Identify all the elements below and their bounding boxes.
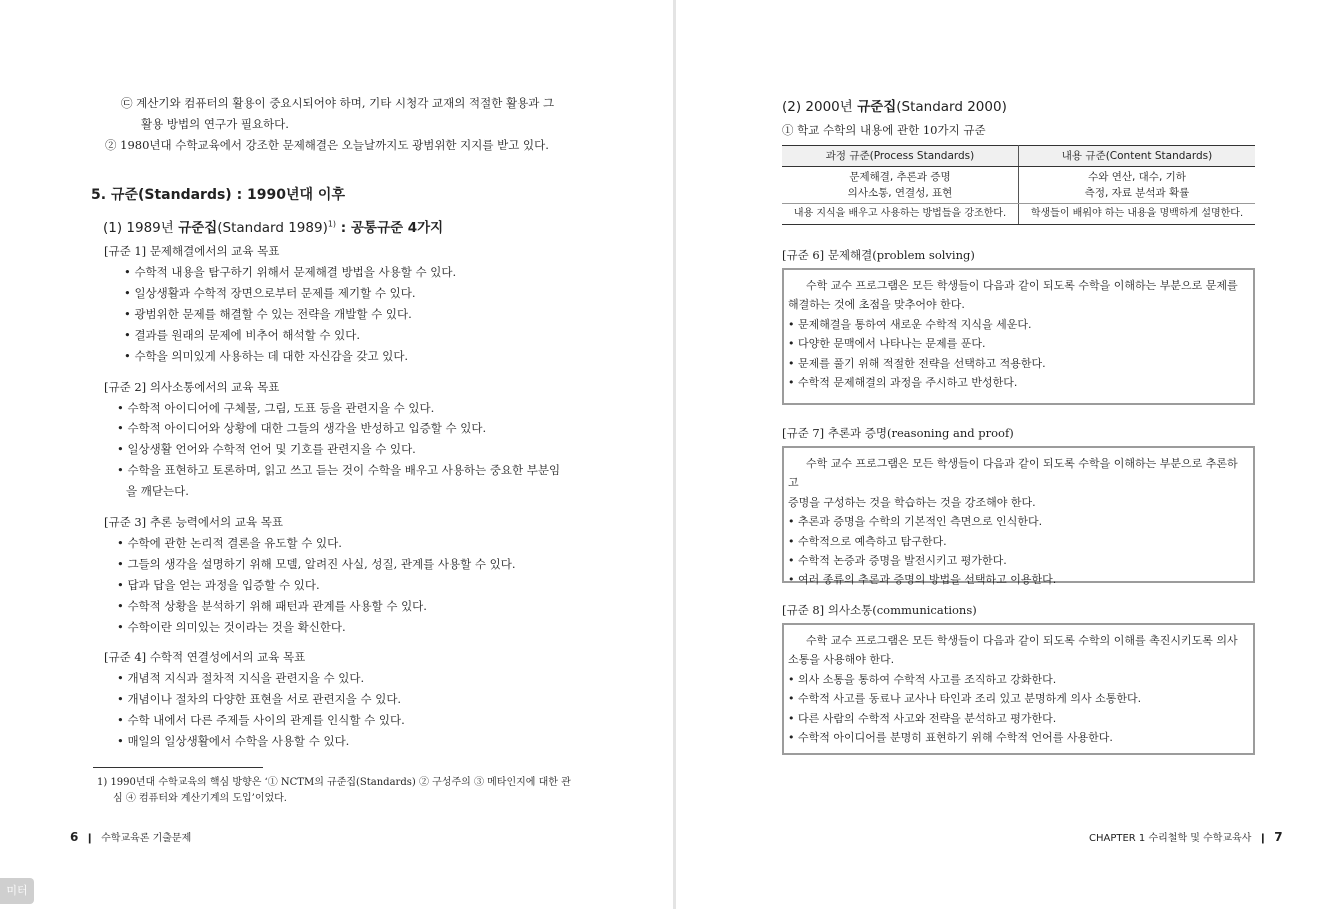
box-line: • 수학적 아이디어를 분명히 표현하기 위해 수학적 언어를 사용한다. [788,731,1113,745]
page-number: 7 [1274,830,1283,844]
standard-box [782,446,1255,587]
list-item: • 매일의 일상생활에서 수학을 사용할 수 있다. [117,734,350,748]
heading-suffix: (Standard 2000) [896,99,1007,115]
list-item: • 광범위한 문제를 해결할 수 있는 전략을 개발할 수 있다. [124,307,412,321]
box-line: • 다양한 문맥에서 나타나는 문제를 푼다. [788,337,986,351]
list-item-continued: 을 깨닫는다. [126,484,189,498]
subsection-middle: (Standard 1989) [217,220,328,236]
box-line: • 수학적 사고를 동료나 교사나 타인과 조리 있고 분명하게 의사 소통한다. [788,692,1142,706]
box-line: 수학 교수 프로그램은 모든 학생들이 다음과 같이 되도록 수학을 이해하는 부분으로 문제를 [806,279,1238,292]
book-title: 수학교육론 기출문제 [101,833,192,844]
standard-title: [규준 6] 문제해결(problem solving) [782,248,975,262]
overlay-badge[interactable]: 미터 [0,878,34,904]
subsection-bold: 규준집 [178,220,218,236]
list-item: • 수학 내에서 다른 주제들 사이의 관계를 인식할 수 있다. [117,713,405,727]
subsection-suffix: : 공통규준 4가지 [336,220,444,236]
box-line: • 다른 사람의 수학적 사고와 전략을 분석하고 평가한다. [788,711,1057,725]
footnote-line: 심 ④ 컴퓨터와 계산기계의 도입’이었다. [113,793,287,804]
box-line: 해결하는 것에 초점을 맞추어야 한다. [788,298,965,312]
list-item: • 답과 답을 얻는 과정을 입증할 수 있다. [117,578,320,592]
box-line: • 여러 종류의 추론과 증명의 방법을 선택하고 이용한다. [788,573,1057,587]
chapter-title: CHAPTER 1 수리철학 및 수학교육사 [1089,833,1252,844]
list-item: • 그들의 생각을 설명하기 위해 모델, 알려진 사실, 성질, 관계를 사용할 수 있다. [117,557,516,571]
box-line: • 문제를 풀기 위해 적절한 전략을 선택하고 적용한다. [788,356,1046,370]
page-number: 6 [70,830,79,844]
list-item: • 일상생활과 수학적 장면으로부터 문제를 제기할 수 있다. [124,286,416,300]
table-header-process: 과정 규준(Process Standards) [782,146,1019,167]
intro-item: ㉢ 계산기와 컴퓨터의 활용이 중요시되어야 하며, 기타 시청각 교재의 적절한 활용과 그 [121,96,555,110]
heading-bold: 규준집 [857,99,897,115]
table-cell: 내용 지식을 배우고 사용하는 방법들을 강조한다. [782,204,1019,225]
list-item: • 수학에 관한 논리적 결론을 유도할 수 있다. [117,536,342,550]
intro-item: ② 1980년대 수학교육에서 강조한 문제해결은 오늘날까지도 광범위한 지지를 받고 있다. [105,138,549,152]
standard-box [782,623,1255,755]
box-line: • 수학적 논증과 증명을 발전시키고 평가한다. [788,554,1007,568]
list-item: • 수학적 상황을 분석하기 위해 패턴과 관계를 사용할 수 있다. [117,599,427,613]
standard-title: [규준 7] 추론과 증명(reasoning and proof) [782,426,1014,440]
heading-prefix: (2) 2000년 [782,99,858,115]
list-item: • 수학을 표현하고 토론하며, 읽고 쓰고 듣는 것이 수학을 배우고 사용하는 중요한 부분임 [117,463,561,477]
table-cell [1019,167,1256,204]
table-cell-line: 문제해결, 추론과 증명 [849,171,951,183]
standards-table [782,145,1255,225]
right-heading [782,95,1007,115]
standard-title: [규준 4] 수학적 연결성에서의 교육 목표 [104,650,306,664]
standard-title: [규준 3] 추론 능력에서의 교육 목표 [104,515,283,529]
box-line: • 수학적 문제해결의 과정을 주시하고 반성한다. [788,376,1018,390]
left-footer [70,829,191,844]
list-item: • 일상생활 언어와 수학적 언어 및 기호를 관련지을 수 있다. [117,442,416,456]
table-cell [782,167,1019,204]
box-line: • 문제해결을 통하여 새로운 수학적 지식을 세운다. [788,317,1032,331]
table-cell-line: 측정, 자료 분석과 확률 [1084,187,1190,199]
box-line: 소통을 사용해야 한다. [788,653,895,667]
table-cell-line: 의사소통, 연결성, 표현 [847,187,953,199]
subsection-prefix: (1) 1989년 [103,220,179,236]
standard-title: [규준 2] 의사소통에서의 교육 목표 [104,380,280,394]
footnote-rule [93,767,263,768]
box-line: 증명을 구성하는 것을 학습하는 것을 강조해야 한다. [788,495,1036,509]
table-caption: ① 학교 수학의 내용에 관한 10가지 규준 [782,123,986,137]
box-line: • 의사 소통을 통하여 수학적 사고를 조직하고 강화한다. [788,672,1057,686]
table-cell-line: 수와 연산, 대수, 기하 [1088,171,1186,183]
box-line: • 수학적으로 예측하고 탐구한다. [788,534,947,548]
list-item: • 수학을 의미있게 사용하는 데 대한 자신감을 갖고 있다. [124,349,409,363]
standard-box [782,268,1255,405]
subsection-title [103,216,443,236]
standard-title: [규준 8] 의사소통(communications) [782,603,977,617]
footnote-line: 1) 1990년대 수학교육의 핵심 방향은 ‘① NCTM의 규준집(Standards) ② 구성주의 ③ 메타인지에 대한 관 [97,777,571,788]
list-item: • 결과를 원래의 문제에 비추어 해석할 수 있다. [124,328,360,342]
list-item: • 개념적 지식과 절차적 지식을 관련지을 수 있다. [117,671,365,685]
list-item: • 개념이나 절차의 다양한 표현을 서로 관련지을 수 있다. [117,692,402,706]
footer-separator: ❙ [85,833,94,844]
footer-separator: ❙ [1258,833,1268,844]
footnote-ref: 1) [327,219,337,229]
list-item: • 수학적 아이디어와 상황에 대한 그들의 생각을 반성하고 입증할 수 있다. [117,421,487,435]
right-footer [1089,829,1283,844]
table-cell: 학생들이 배워야 하는 내용을 명백하게 설명한다. [1019,204,1256,225]
section-title: 5. 규준(Standards) : 1990년대 이후 [91,187,345,203]
table-header-content: 내용 규준(Content Standards) [1019,146,1256,167]
box-line: • 추론과 증명을 수학의 기본적인 측면으로 인식한다. [788,515,1043,529]
standard-title: [규준 1] 문제해결에서의 교육 목표 [104,244,280,258]
intro-item: 활용 방법의 연구가 필요하다. [141,117,289,131]
box-line: 수학 교수 프로그램은 모든 학생들이 다음과 같이 되도록 수학의 이해를 촉진시키도록 의사 [806,634,1238,647]
list-item: • 수학이란 의미있는 것이라는 것을 확신한다. [117,620,346,634]
list-item: • 수학적 내용을 탐구하기 위해서 문제해결 방법을 사용할 수 있다. [124,265,457,279]
list-item: • 수학적 아이디어에 구체물, 그림, 도표 등을 관련지을 수 있다. [117,401,435,415]
box-line: 수학 교수 프로그램은 모든 학생들이 다음과 같이 되도록 수학을 이해하는 부분으로 추론하고 [788,457,1238,490]
